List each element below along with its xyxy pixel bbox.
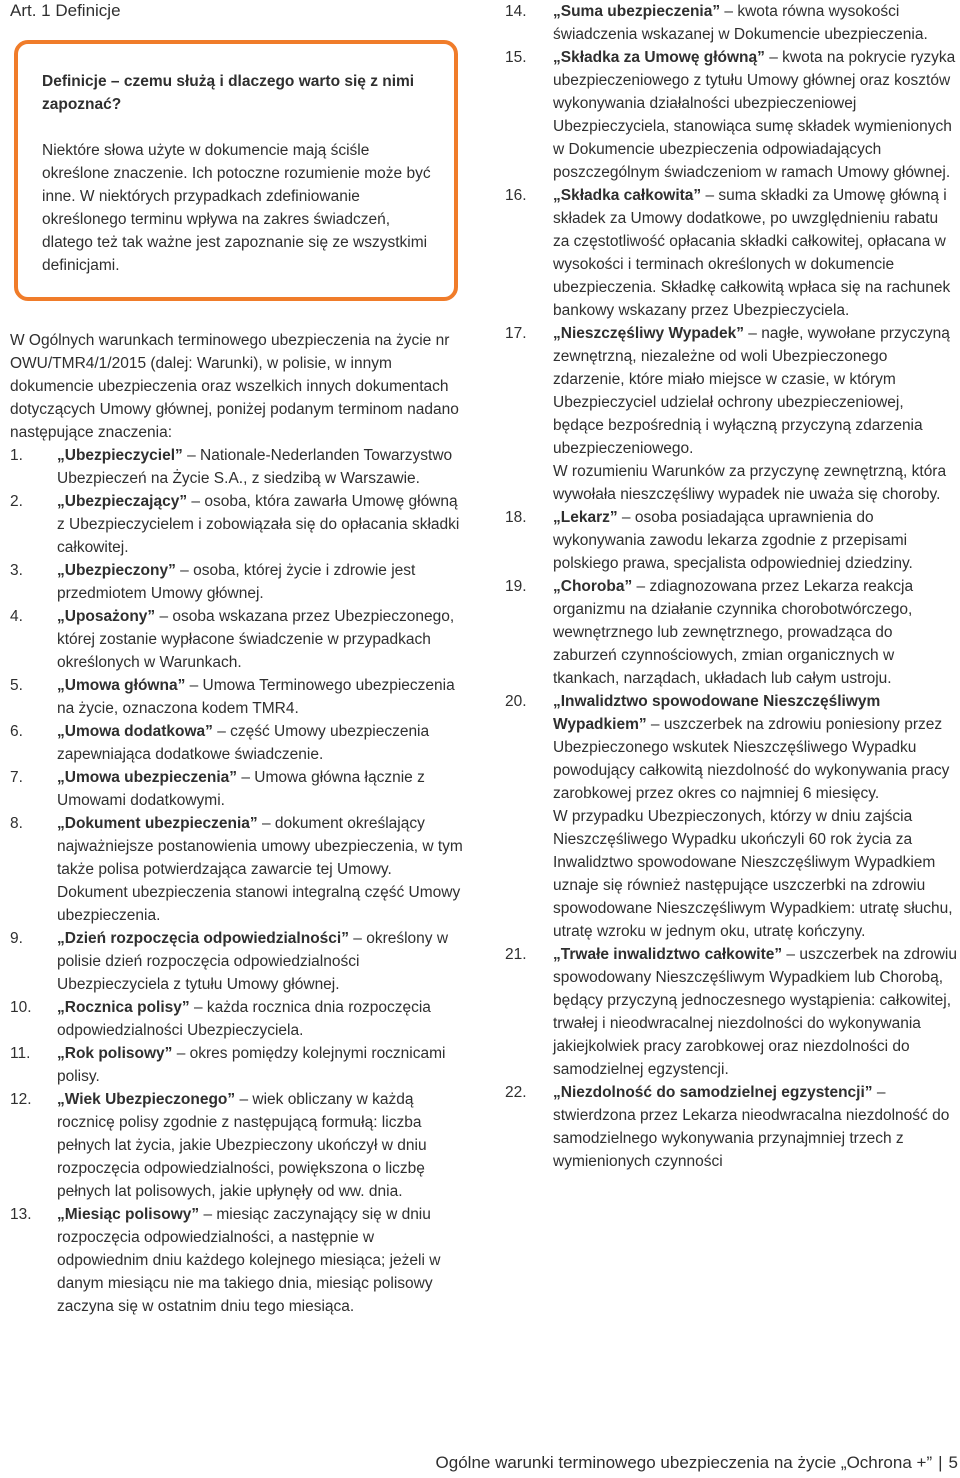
- definition-row: [10, 1203, 465, 1318]
- definition-row: [10, 1088, 465, 1203]
- definition-text: – uszczerbek na zdrowiu spowodowany Nieszczęśliwym Wypadkiem lub Chorobą, będący przyczyną jednoczesnego wystąpienia: całkowitej, trwałej i nieodwracalnej niezdolności do wykonywania jakiejkolwiek pracy zarobkowej oraz niezdolności do samodzielnej egzystencji.: [553, 946, 957, 1078]
- definition-text: – osoba, której życie i zdrowie jest przedmiotem Umowy głównej.: [57, 562, 416, 602]
- callout-text: Niektóre słowa użyte w dokumencie mają ściśle określone znaczenie. Ich potoczne rozumienie może być inne. W niektórych przypadkach zdefiniowanie określonego terminu wpływa na zakres świadczeń, dlatego też tak ważne jest zapoznanie się ze wszystkimi definicjami.: [42, 142, 431, 274]
- definition-text: – Umowa główna łącznie z Umowami dodatkowymi.: [57, 769, 425, 809]
- definition-body: [57, 812, 465, 927]
- definition-row: [10, 674, 465, 720]
- definition-number: 13.: [10, 1206, 32, 1223]
- definition-row: [505, 184, 957, 322]
- definition-item: [10, 1088, 465, 1203]
- definition-row: [505, 46, 957, 184]
- definition-row: [505, 506, 957, 575]
- definition-item: [505, 184, 957, 322]
- footer-separator: |: [938, 1453, 943, 1472]
- definition-number: 6.: [10, 723, 23, 740]
- definition-number: 11.: [10, 1045, 31, 1062]
- definition-number: 18.: [505, 509, 527, 526]
- definition-item: [10, 490, 465, 559]
- definition-text: – nagłe, wywołane przyczyną zewnętrzną, niezależne od woli Ubezpieczonego zdarzenie, które miało miejsce w czasie, w którym Ubezpieczyciel udzielał ochrony ubezpieczeniowej, będące bezpośrednią i wyłączną przyczyną zdarzenia ubezpieczeniowego.: [553, 325, 950, 457]
- definition-body: [57, 605, 465, 674]
- definition-number: 8.: [10, 815, 23, 832]
- definition-item: [10, 812, 465, 927]
- definition-body: [553, 46, 957, 184]
- definition-term: „Dokument ubezpieczenia”: [57, 815, 258, 832]
- definitions-list-right: [505, 0, 957, 1173]
- definition-text: – zdiagnozowana przez Lekarza reakcja organizmu na działanie czynnika chorobotwórczego, wewnętrznego lub zewnętrznego, prowadząca do zaburzeń czynnościowych, zmian organicznych w tkankach, narządach, układach lub całym ustroju.: [553, 578, 914, 687]
- definition-number: 14.: [505, 3, 527, 20]
- definition-text: – część Umowy ubezpieczenia zapewniająca dodatkowe świadczenie.: [57, 723, 430, 763]
- definition-body: [553, 690, 957, 805]
- definition-item: [505, 506, 957, 575]
- definitions-list-left: [10, 444, 465, 1318]
- definition-text: – dokument określający najważniejsze postanowienia umowy ubezpieczenia, w tym także polisa potwierdzająca zawarcie tej Umowy. Dokument ubezpieczenia stanowi integralną część Umowy ubezpieczenia.: [57, 815, 463, 924]
- definition-text: – Umowa Terminowego ubezpieczenia na życie, oznaczona kodem TMR4.: [57, 677, 455, 717]
- definition-number: 16.: [505, 187, 527, 204]
- definition-term: „Ubezpieczony”: [57, 562, 176, 579]
- definition-item: [505, 322, 957, 506]
- definition-term: „Składka za Umowę główną”: [553, 49, 765, 66]
- definition-number: 21.: [505, 946, 527, 963]
- definition-number: 2.: [10, 493, 23, 510]
- definition-body: [57, 559, 465, 605]
- definition-body: [57, 674, 465, 720]
- definition-item: [10, 927, 465, 996]
- definition-row: [10, 559, 465, 605]
- definition-term: „Rok polisowy”: [57, 1045, 173, 1062]
- definition-term: „Nieszczęśliwy Wypadek”: [553, 325, 744, 342]
- definition-term: „Umowa główna”: [57, 677, 186, 694]
- definition-row: [505, 0, 957, 46]
- definition-body: [553, 322, 957, 460]
- definition-body: [57, 720, 465, 766]
- definition-item: [10, 605, 465, 674]
- definition-item: [10, 766, 465, 812]
- definition-text: – kwota na pokrycie ryzyka ubezpieczeniowego z tytułu Umowy głównej oraz kosztów wykonywania działalności ubezpieczeniowej Ubezpieczyciela, stanowiąca sumę składek wymienionych w Dokumencie ubezpieczenia odpowiadających poszczególnym świadczeniom w ramach Umowy głównej.: [553, 49, 956, 181]
- definition-row: [10, 1042, 465, 1088]
- definition-item: [10, 1203, 465, 1318]
- definition-number: 3.: [10, 562, 23, 579]
- definition-row: [505, 575, 957, 690]
- definition-item: [10, 444, 465, 490]
- definition-body: [553, 943, 957, 1081]
- page-number: 5: [948, 1453, 958, 1472]
- definition-item: [505, 1081, 957, 1173]
- definition-item: [505, 690, 957, 943]
- definition-number: 15.: [505, 49, 527, 66]
- definition-item: [10, 559, 465, 605]
- definition-item: [10, 674, 465, 720]
- definition-text: – każda rocznica dnia rozpoczęcia odpowiedzialności Ubezpieczyciela.: [57, 999, 431, 1039]
- definition-body: [57, 1088, 465, 1203]
- definition-text: – kwota równa wysokości świadczenia wskazanej w Dokumencie ubezpieczenia.: [553, 3, 928, 43]
- definition-term: „Lekarz”: [553, 509, 618, 526]
- definition-body: [553, 1081, 957, 1173]
- callout-heading: Definicje – czemu służą i dlaczego warto się z nimi zapoznać?: [42, 73, 415, 113]
- definition-body: [553, 0, 957, 46]
- definition-row: [10, 720, 465, 766]
- definition-body: [57, 490, 465, 559]
- definition-text: – osoba wskazana przez Ubezpieczonego, której zostanie wypłacone świadczenie w przypadkach określonych w Warunkach.: [57, 608, 455, 671]
- definition-term: „Inwalidztwo spowodowane Nieszczęśliwym Wypadkiem”: [553, 693, 881, 733]
- definition-item: [505, 0, 957, 46]
- definition-term: „Wiek Ubezpieczonego”: [57, 1091, 236, 1108]
- definition-body: [57, 766, 465, 812]
- definition-text: – uszczerbek na zdrowiu poniesiony przez Ubezpieczonego wskutek Nieszczęśliwego Wypadku powodujący całkowitą niezdolność do wykonywania pracy zarobkowej przez okres co najmniej 6 miesięcy.: [553, 716, 950, 802]
- definition-number: 22.: [505, 1084, 527, 1101]
- definition-row: [505, 322, 957, 460]
- definition-number: 4.: [10, 608, 23, 625]
- definition-number: 9.: [10, 930, 23, 947]
- definition-number: 10.: [10, 999, 32, 1016]
- definition-term: „Ubezpieczyciel”: [57, 447, 183, 464]
- definition-body: [57, 996, 465, 1042]
- definition-term: „Ubezpieczający”: [57, 493, 188, 510]
- definition-item: [10, 996, 465, 1042]
- definition-text: – okres pomiędzy kolejnymi rocznicami polisy.: [57, 1045, 446, 1085]
- definition-body: [553, 506, 957, 575]
- page-footer: [410, 1452, 958, 1474]
- definition-text: – suma składki za Umowę główną i składek za Umowy dodatkowe, po uwzględnieniu rabatu za częstotliwość opłacania składki całkowitej, opłacana w wysokości i terminach określonych w dokumencie ubezpieczenia. Składkę całkowitą wpłaca się na rachunek bankowy wskazany przez Ubezpieczyciela.: [553, 187, 951, 319]
- definition-text: – wiek obliczany w każdą rocznicę polisy zgodnie z następującą formułą: liczba pełnych lat życia, jakie Ubezpieczony ukończył w dniu rozpoczęcia odpowiedzialności, powiększona o liczbę pełnych lat polisowych, jakie upłynęły od ww. dnia.: [57, 1091, 427, 1200]
- definition-term: „Umowa ubezpieczenia”: [57, 769, 238, 786]
- definition-row: [505, 943, 957, 1081]
- definition-item: [10, 1042, 465, 1088]
- definition-term: „Dzień rozpoczęcia odpowiedzialności”: [57, 930, 349, 947]
- definition-number: 20.: [505, 693, 527, 710]
- definition-term: „Suma ubezpieczenia”: [553, 3, 721, 20]
- definition-text: – osoba, która zawarła Umowę główną z Ubezpieczycielem i zobowiązała się do opłacania składki całkowitej.: [57, 493, 460, 556]
- article-title: Art. 1 Definicje: [10, 1, 121, 20]
- definition-term: „Choroba”: [553, 578, 633, 595]
- definition-number: 5.: [10, 677, 23, 694]
- definition-term: „Rocznica polisy”: [57, 999, 190, 1016]
- definition-text: – osoba posiadająca uprawnienia do wykonywania zawodu lekarza zgodnie z przepisami polskiego prawa, specjalista odpowiedniej dziedziny.: [553, 509, 913, 572]
- definition-text: – stwierdzona przez Lekarza nieodwracalna niezdolność do samodzielnego wykonywania przynajmniej trzech z wymienionych czynności: [553, 1084, 950, 1170]
- footer-title: Ogólne warunki terminowego ubezpieczenia na życie „Ochrona +”: [435, 1453, 933, 1472]
- definition-row: [10, 927, 465, 996]
- definition-row: [10, 996, 465, 1042]
- definition-number: 17.: [505, 325, 527, 342]
- definition-row: [10, 812, 465, 927]
- definition-text: – miesiąc zaczynający się w dniu rozpoczęcia odpowiedzialności, a następnie w odpowiednim dniu każdego kolejnego miesiąca; jeżeli w danym miesiącu nie ma takiego dnia, miesiąc polisowy zaczyna się w ostatnim dniu tego miesiąca.: [57, 1206, 441, 1315]
- definition-extra-text: W rozumieniu Warunków za przyczynę zewnętrzną, która wywołała nieszczęśliwy wypadek nie uważa się choroby.: [553, 463, 947, 503]
- definition-body: [57, 1042, 465, 1088]
- definition-item: [505, 943, 957, 1081]
- definition-term: „Trwałe inwalidztwo całkowite”: [553, 946, 783, 963]
- definition-term: „Uposażony”: [57, 608, 156, 625]
- definition-number: 19.: [505, 578, 527, 595]
- definition-item: [505, 575, 957, 690]
- definition-number: 1.: [10, 447, 23, 464]
- definition-term: „Umowa dodatkowa”: [57, 723, 213, 740]
- definition-number: 7.: [10, 769, 23, 786]
- definition-body: [57, 1203, 465, 1318]
- definition-row: [10, 605, 465, 674]
- definition-row: [10, 444, 465, 490]
- definition-body: [57, 444, 465, 490]
- definition-item: [10, 720, 465, 766]
- definition-text: – Nationale-Nederlanden Towarzystwo Ubezpieczeń na Życie S.A., z siedzibą w Warszawie.: [57, 447, 453, 487]
- definition-row: [10, 766, 465, 812]
- definition-term: „Niezdolność do samodzielnej egzystencji”: [553, 1084, 873, 1101]
- definition-item: [505, 46, 957, 184]
- left-column: [10, 0, 465, 1318]
- definition-row: [505, 690, 957, 805]
- definition-term: „Składka całkowita”: [553, 187, 702, 204]
- definitions-callout-box: [14, 40, 458, 301]
- right-column: [505, 0, 957, 1173]
- definition-row: [505, 1081, 957, 1173]
- definition-body: [553, 184, 957, 322]
- definition-number: 12.: [10, 1091, 32, 1108]
- intro-paragraph: W Ogólnych warunkach terminowego ubezpieczenia na życie nr OWU/TMR4/1/2015 (dalej: Warunki), w polisie, w innym dokumencie ubezpieczenia oraz wszelkich innych dokumentach dotyczących Umowy głównej, poniżej podanym terminom nadano następujące znaczenia:: [10, 332, 459, 441]
- definition-text: – określony w polisie dzień rozpoczęcia odpowiedzialności Ubezpieczyciela z tytułu Umowy głównej.: [57, 930, 449, 993]
- definition-body: [57, 927, 465, 996]
- definition-term: „Miesiąc polisowy”: [57, 1206, 200, 1223]
- definition-extra-text: W przypadku Ubezpieczonych, którzy w dniu zajścia Nieszczęśliwego Wypadku ukończyli 60 rok życia za Inwalidztwo spowodowane Nieszczęśliwym Wypadkiem uznaje się również następujące uszczerbki na zdrowiu spowodowane Nieszczęśliwym Wypadkiem: utratę słuchu, utratę wzroku w jednym oku, utratę kończyny.: [553, 808, 953, 940]
- definition-body: [553, 575, 957, 690]
- definition-row: [10, 490, 465, 559]
